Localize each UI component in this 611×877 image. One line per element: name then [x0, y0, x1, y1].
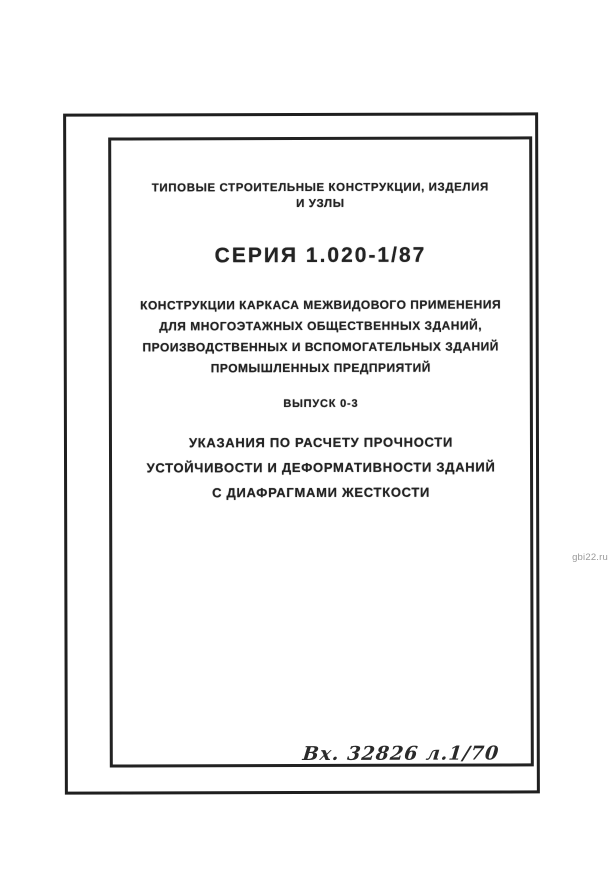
subtitle-line: КОНСТРУКЦИИ КАРКАСА МЕЖВИДОВОГО ПРИМЕНЕНИЯ	[140, 297, 502, 313]
header-line-1: ТИПОВЫЕ СТРОИТЕЛЬНЫЕ КОНСТРУКЦИИ, ИЗДЕЛИЯ	[151, 181, 489, 195]
inventory-note-handwritten: Вх. 32826 л.1/70	[301, 742, 500, 766]
series-title: СЕРИЯ 1.020-1/87	[214, 243, 427, 268]
document-type-header	[111, 179, 529, 212]
inner-border-frame	[108, 136, 534, 767]
document-title	[112, 429, 530, 505]
watermark: gbi22.ru	[572, 552, 608, 563]
document-title-line: УКАЗАНИЯ ПО РАСЧЕТУ ПРОЧНОСТИ	[188, 434, 454, 451]
issue-label: ВЫПУСК 0-3	[283, 397, 359, 411]
document-title-line: УСТОЙЧИВОСТИ И ДЕФОРМАТИВНОСТИ ЗДАНИЙ	[146, 459, 496, 476]
outer-border-frame	[63, 112, 540, 794]
subtitle-line: ПРОМЫШЛЕННЫХ ПРЕДПРИЯТИЙ	[210, 360, 431, 376]
document-title-line: С ДИАФРАГМАМИ ЖЕСТКОСТИ	[212, 484, 431, 501]
subtitle-line: ДЛЯ МНОГОЭТАЖНЫХ ОБЩЕСТВЕННЫХ ЗДАНИЙ,	[159, 318, 483, 334]
header-line-2: И УЗЛЫ	[296, 197, 345, 211]
frame-structures-subtitle	[112, 294, 530, 379]
subtitle-line: ПРОИЗВОДСТВЕННЫХ И ВСПОМОГАТЕЛЬНЫХ ЗДАНИЙ	[142, 339, 499, 355]
